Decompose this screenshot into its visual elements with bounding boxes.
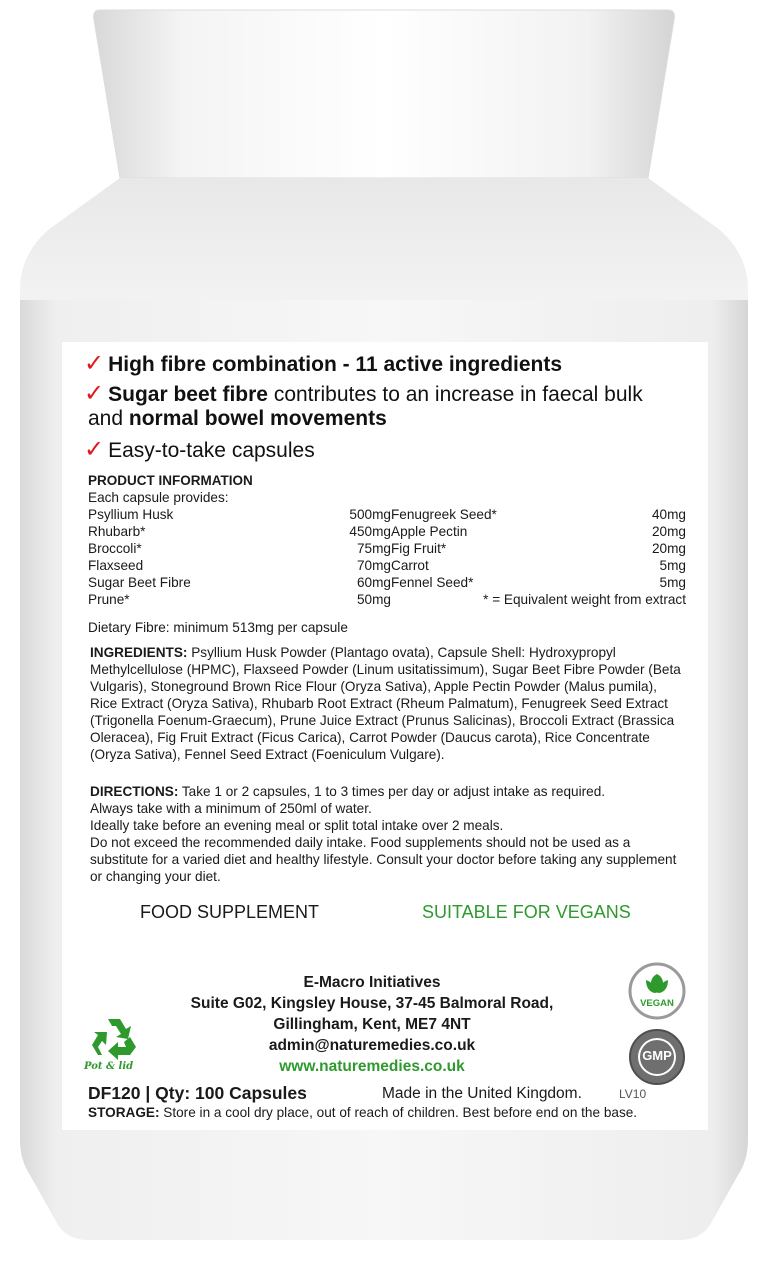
checkmark-icon: ✓ [84,349,105,377]
product-information-subtitle: Each capsule provides: [88,490,229,505]
contact-email: admin@naturemedies.co.uk [268,1037,476,1054]
info-row: Psyllium Husk 500mg Fenugreek Seed* 40mg [88,507,686,522]
product-label [62,342,708,1130]
checkmark-icon: ✓ [84,379,105,407]
recycle-label: Pot & lid [84,1061,134,1072]
claim-3: ✓ Easy-to-take capsules [84,435,315,463]
claim-1: ✓ High fibre combination - 11 active ingredients [84,349,563,377]
claim-2: ✓ Sugar beet fibre contributes to an increase in faecal bulk [84,379,643,407]
vegan-tag: SUITABLE FOR VEGANS [422,902,631,922]
recycle-icon [84,1017,144,1073]
info-row: Broccoli* 75mg Fig Fruit* 20mg [88,541,686,556]
address-line-2: Gillingham, Kent, ME7 4NT [273,1016,471,1033]
food-supplement-tag: FOOD SUPPLEMENT [140,902,320,922]
info-row: Prune* 50mg * = Equivalent weight from extract [88,592,686,607]
product-code-quantity: DF120 | Qty: 100 Capsules [88,1083,307,1103]
product-information-title: PRODUCT INFORMATION [88,473,253,488]
info-row: Rhubarb* 450mg Apple Pectin 20mg [88,524,686,539]
bottle-cap [94,10,675,178]
directions-paragraph: DIRECTIONS: Take 1 or 2 capsules, 1 to 3 times per day or adjust intake as required. Always take with a minimum of 250ml of water. Ideally take before an evening meal or split total intake over 2 meals. Do not exceed the recommended daily intake. Food supplements should not be used as a substitute for a varied diet and healthy lifestyle. Consult your doctor before taking any supplement or changing your diet. [90,784,677,884]
gmp-badge-icon: GMP [628,1028,686,1086]
storage-note: STORAGE: Store in a cool dry place, out of reach of children. Best before end on the base. [88,1105,638,1120]
dietary-fibre-note: Dietary Fibre: minimum 513mg per capsule [88,620,348,635]
info-row: Sugar Beet Fibre 60mg Fennel Seed* 5mg [88,575,686,590]
company-name: E-Macro Initiatives [303,974,441,991]
address-line-1: Suite G02, Kingsley House, 37-45 Balmoral Road, [190,995,554,1012]
ingredients-paragraph: INGREDIENTS: Psyllium Husk Powder (Plantago ovata), Capsule Shell: Hydroxypropyl Methylcellulose (HPMC), Flaxseed Powder (Linum usitatissimum), Sugar Beet Fibre Powder (Beta Vulgaris), Stoneground Brown Rice Flour (Oryza Sativa), Apple Pectin Powder (Malus pumila), Rice Extract (Oryza Sativa), Rhubarb Root Extract (Rheum Palmatum), Fenugreek Seed Extract (Trigonella Foenum-Graecum), Prune Juice Extract (Prunus Salicinas), Broccoli Extract (Brassica Oleracea), Fig Fruit Extract (Ficus Carica), Carrot Powder (Daucus carota), Rice Concentrate (Oryza Sativa), Fennel Seed Extract (Foeniculum Vulgare). [90,645,681,762]
made-in-label: Made in the United Kingdom. [382,1085,582,1102]
info-row: Flaxseed 70mg Carrot 5mg [88,558,686,573]
checkmark-icon: ✓ [84,435,105,463]
website-url: www.naturemedies.co.uk [279,1058,465,1075]
vegan-badge-icon: VEGAN [628,962,686,1020]
claim-2-line-2: and normal bowel movements [88,407,387,430]
version-code: LV10 [619,1087,647,1101]
